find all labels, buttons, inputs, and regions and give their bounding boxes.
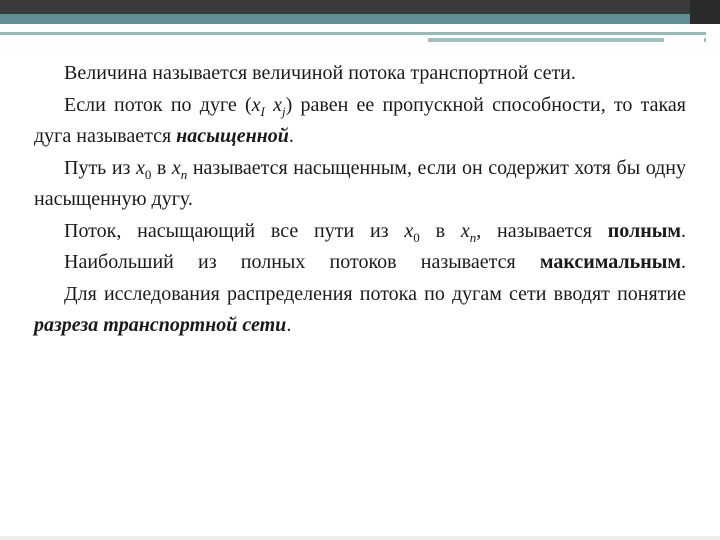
paragraph-flow-value	[34, 58, 686, 90]
paragraph-saturated-arc	[34, 90, 686, 153]
text: называется насыщенным, если он содержит хотя бы одну насыщенную дугу.	[34, 156, 686, 210]
subscript: 0	[144, 166, 152, 182]
term-maximal: максимальным	[539, 251, 681, 273]
text: Если поток по дуге (	[64, 93, 252, 116]
paragraph-network-cut	[34, 279, 686, 342]
bottom-rule	[0, 536, 720, 540]
paragraph-saturated-path	[34, 153, 686, 216]
text: Величина называется величиной потока транспортной сети.	[64, 62, 576, 84]
variable-x: x	[460, 219, 470, 242]
term-full: полным	[607, 219, 682, 242]
accent-bar	[428, 38, 664, 42]
text: Путь из	[64, 156, 136, 179]
subscript: I	[260, 103, 265, 119]
text: Наибольший из полных потоков называется	[64, 251, 540, 273]
text: .	[681, 219, 687, 242]
variable-x: x	[135, 156, 145, 179]
text: Для исследования распределения потока по дугам сети вводят понятие	[64, 282, 686, 305]
text: .	[288, 125, 294, 147]
text: ) равен ее пропускной способности, то такая дуга называется	[34, 93, 686, 147]
slide-body	[34, 58, 686, 342]
variable-x: x	[251, 93, 261, 116]
slide-accent-strip	[0, 24, 720, 46]
slide-top-band	[0, 0, 720, 24]
text: Поток, насыщающий все пути из	[64, 219, 405, 242]
variable-x: x	[264, 93, 282, 116]
subscript: n	[469, 229, 477, 245]
term-network-cut: разреза транспортной сети	[34, 314, 287, 336]
right-tab	[706, 24, 720, 48]
top-dark-corner	[690, 0, 720, 24]
subscript: n	[180, 166, 188, 182]
text: , называется	[476, 219, 608, 242]
variable-x: x	[171, 156, 181, 179]
text: в	[419, 219, 461, 242]
subscript: j	[281, 103, 286, 119]
variable-x: x	[404, 219, 414, 242]
text: .	[286, 314, 292, 336]
text: в	[151, 156, 172, 179]
accent-line	[0, 32, 720, 35]
term-saturated: насыщенной	[176, 125, 289, 147]
subscript: 0	[413, 229, 420, 245]
top-teal-stripe	[0, 14, 720, 24]
text: .	[681, 251, 686, 273]
paragraph-full-flow	[34, 216, 686, 248]
paragraph-maximal-flow	[34, 247, 686, 279]
